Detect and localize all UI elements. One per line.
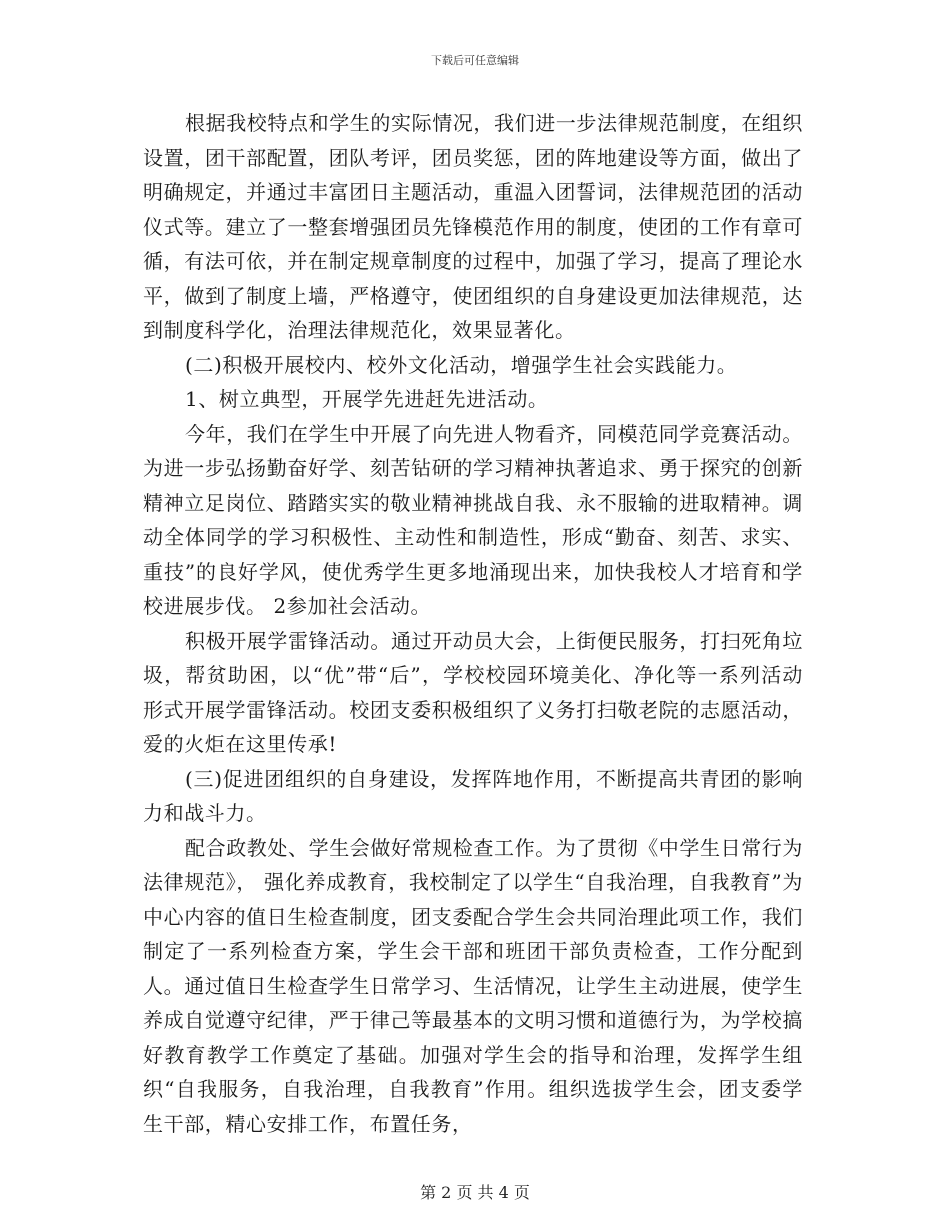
page-header: 下载后可任意编辑 [431,54,519,67]
document-body [143,106,803,1141]
paragraph: 根据我校特点和学生的实际情况，我们进一步法律规范制度，在组织设置，团干部配置，团队考评，团员奖惩，团的阵地建设等方面，做出了明确规定，并通过丰富团日主题活动，重温入团誓词，法律规范团的活动仪式等。建立了一整套增强团员先锋模范作用的制度，使团的工作有章可循，有法可依，并在制定规章制度的过程中，加强了学习，提高了理论水平，做到了制度上墙，严格遵守，使团组织的自身建设更加法律规范，达到制度科学化，治理法律规范化，效果显著化。 [143,111,803,342]
section-heading: (三)促进团组织的自身建设，发挥阵地作用，不断提高共青团的影响力和战斗力。 [143,766,803,825]
subsection-heading: 1、树立典型，开展学先进赶先进活动。 [185,387,549,411]
paragraph: 今年，我们在学生中开展了向先进人物看齐，同模范同学竞赛活动。为进一步弘扬勤奋好学、刻苦钻研的学习精神执著追求、勇于探究的创新精神立足岗位、踏踏实实的敬业精神挑战自我、永不服输的进取精神。调动全体同学的学习积极性、主动性和制造性，形成“勤奋、刻苦、求实、重技”的良好学风，使优秀学生更多地涌现出来，加快我校人才培育和学校进展步伐。 2参加社会活动。 [143,421,803,618]
page-number: 第 2 页 共 4 页 [420,1183,530,1202]
section-heading: (二)积极开展校内、校外文化活动，增强学生社会实践能力。 [185,352,738,377]
paragraph: 配合政教处、学生会做好常规检查工作。为了贯彻《中学生日常行为法律规范》， 强化养成教育，我校制定了以学生“自我治理，自我教育”为中心内容的值日生检查制度，团支委配合学生会共同治理此项工作，我们制定了一系列检查方案，学生会干部和班团干部负责检查，工作分配到人。通过值日生检查学生日常学习、生活情况，让学生主动进展，使学生养成自觉遵守纪律，严于律己等最基本的文明习惯和道德行为，为学校搞好教育教学工作奠定了基础。加强对学生会的指导和治理，发挥学生组织“自我服务，自我治理，自我教育”作用。组织选拔学生会，团支委学生干部，精心安排工作，布置任务， [143,835,803,1136]
paragraph: 积极开展学雷锋活动。通过开动员大会，上街便民服务，打扫死角垃圾，帮贫助困，以“优”带“后”，学校校园环境美化、净化等一系列活动形式开展学雷锋活动。校团支委积极组织了义务打扫敬老院的志愿活动，爱的火炬在这里传承! [143,628,803,756]
